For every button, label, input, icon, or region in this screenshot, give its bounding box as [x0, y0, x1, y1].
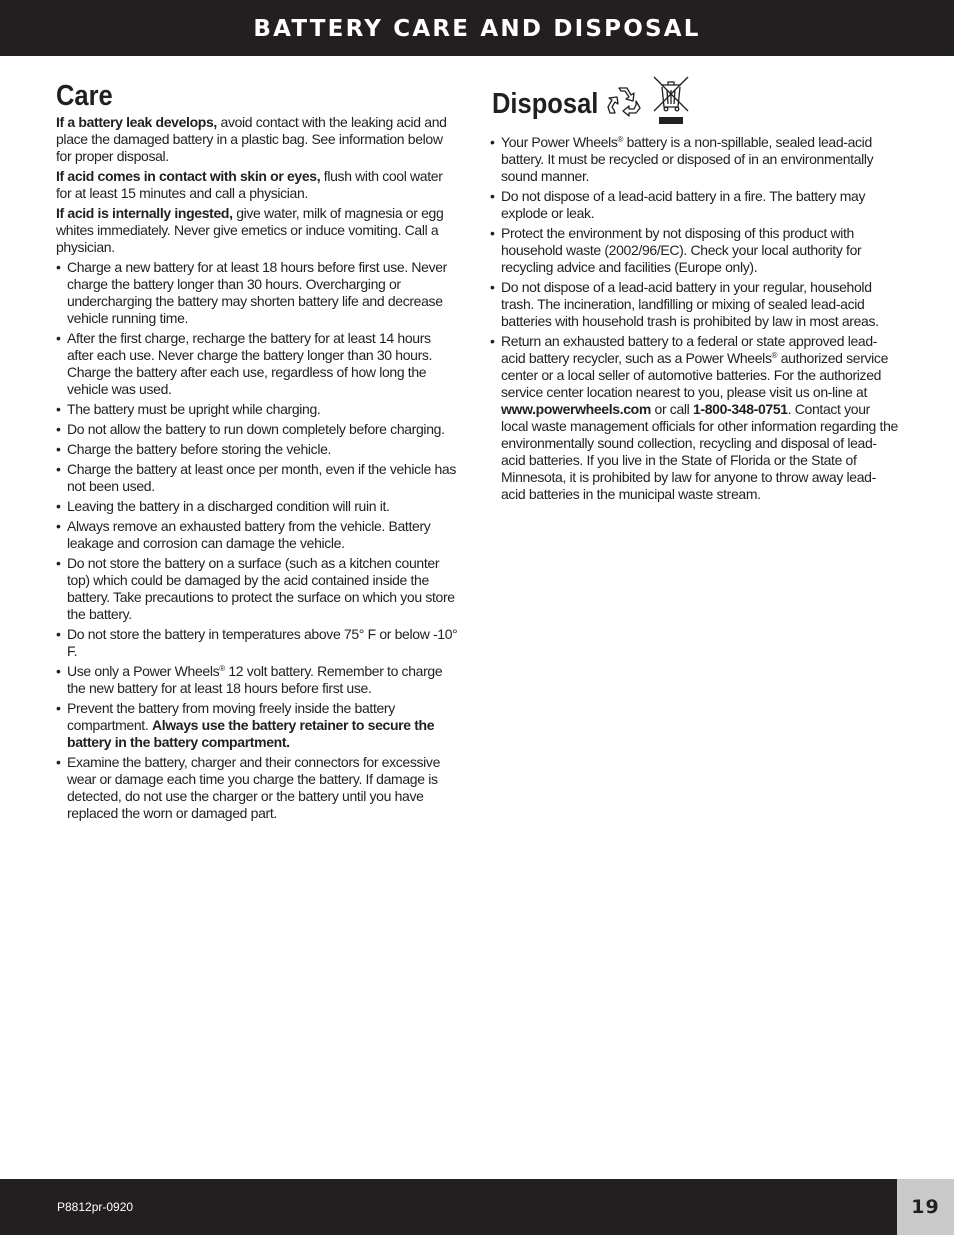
disposal-bullet-text: or call	[650, 401, 693, 417]
care-bullet-list	[56, 259, 460, 822]
care-bullet-text: Charge the battery before storing the vehicle.	[67, 441, 332, 457]
care-bullet-text: Do not allow the battery to run down completely before charging.	[67, 421, 445, 437]
registered-mark: ®	[771, 351, 778, 360]
care-bullet-text: Charge a new battery for at least 18 hours before first use. Never charge the battery longer than 30 hours. Overcharging or undercharging the battery may shorten battery life and decrease vehicle running time.	[67, 259, 447, 326]
care-bullet-bold: Always use the battery retainer to secure the battery in the battery compartment.	[67, 717, 435, 750]
disposal-bullet	[490, 134, 900, 185]
care-bullet-text: Leaving the battery in a discharged condition will ruin it.	[67, 498, 390, 514]
care-bullet	[56, 401, 460, 418]
page-header	[0, 0, 954, 56]
care-bullet-text: Always remove an exhausted battery from the vehicle. Battery leakage and corrosion can damage the vehicle.	[67, 518, 431, 551]
disposal-heading-row	[490, 76, 900, 120]
care-bullet	[56, 555, 460, 623]
care-bullet	[56, 441, 460, 458]
care-bullet-text: Prevent the battery from moving freely inside the battery compartment.	[67, 700, 395, 733]
disposal-title: Disposal	[492, 88, 599, 120]
care-bullet-text: Examine the battery, charger and their connectors for excessive wear or damage each time you charge the battery. If damage is detected, do not use the charger or the battery until you have replaced the worn or damaged part.	[67, 754, 440, 821]
care-intro-ingested	[56, 205, 460, 256]
care-bullet	[56, 754, 460, 822]
crossed-out-wheelie-bin-icon	[651, 75, 691, 125]
page-title: BATTERY CARE AND DISPOSAL	[253, 16, 701, 42]
page-number: 19	[911, 1196, 940, 1218]
care-bullet	[56, 259, 460, 327]
care-bullet	[56, 330, 460, 398]
phone-number[interactable]: 1-800-348-0751	[692, 401, 788, 417]
care-bullet	[56, 461, 460, 495]
care-intro-ingested-text: give water, milk of magnesia or egg whites immediately. Never give emetics or induce vomiting. Call a physician.	[56, 205, 444, 255]
disposal-bullet-list	[490, 134, 900, 503]
registered-mark: ®	[617, 135, 624, 144]
care-bullet	[56, 626, 460, 660]
care-intro-leak	[56, 114, 460, 165]
disposal-bullet-text: . Contact your local waste management officials for other information regarding the environmentally sound collection, recycling and disposal of lead-acid batteries. If you live in the State of Florida or the State of Minnesota, it is prohibited by law for anyone to throw away lead-acid batteries in the municipal waste stream.	[501, 401, 898, 502]
care-bullet	[56, 700, 460, 751]
care-bullet-text: Do not store the battery on a surface (such as a kitchen counter top) which could be damaged by the acid contained inside the battery. Take precautions to protect the surface on which you store the battery.	[67, 555, 455, 622]
care-intro-skin	[56, 168, 460, 202]
care-intro-ingested-bold: If acid is internally ingested,	[56, 205, 233, 221]
disposal-bullet-text: battery is a non-spillable, sealed lead-acid battery. It must be recycled or disposed of in an environmentally sound manner.	[501, 134, 874, 184]
care-bullet	[56, 498, 460, 515]
registered-mark: ®	[219, 664, 225, 673]
disposal-bullet-text: Return an exhausted battery to a federal or state approved lead-acid battery recycler, such as a Power Wheels	[501, 333, 878, 366]
care-bullet-text: The battery must be upright while charging.	[67, 401, 321, 417]
care-title: Care	[56, 80, 113, 112]
care-intro-leak-bold: If a battery leak develops,	[56, 114, 217, 130]
recycle-icon	[605, 84, 643, 118]
care-bullet-text: Use only a Power Wheels	[67, 663, 220, 679]
care-intro-leak-text: avoid contact with the leaking acid and place the damaged battery in a plastic bag. See information below for proper disposal.	[56, 114, 447, 164]
disposal-bullet-text: authorized service center or a local seller of automotive batteries. For the authorized service center location nearest to you, please visit us on-line at	[501, 350, 889, 400]
care-heading-row	[56, 76, 460, 112]
care-bullet-text: Charge the battery at least once per month, even if the vehicle has not been used.	[67, 461, 457, 494]
disposal-section	[490, 76, 900, 506]
care-bullet	[56, 518, 460, 552]
care-section	[56, 76, 460, 825]
disposal-bullet	[490, 279, 900, 330]
care-bullet-text: 12 volt battery. Remember to charge the new battery for at least 18 hours before first use.	[67, 663, 443, 696]
page-footer	[0, 1179, 897, 1235]
disposal-bullet-text: Your Power Wheels	[501, 134, 618, 150]
care-intro-skin-bold: If acid comes in contact with skin or eyes,	[56, 168, 321, 184]
care-bullet-text: After the first charge, recharge the battery for at least 14 hours after each use. Never charge the battery longer than 30 hours. Charge the battery after each use, regardless of how long the vehicle was used.	[67, 330, 433, 397]
care-intro-skin-text: flush with cool water for at least 15 minutes and call a physician.	[56, 168, 443, 201]
care-bullet-text: Do not store the battery in temperatures above 75° F or below -10° F.	[67, 626, 458, 659]
page-number-box	[897, 1179, 954, 1235]
care-bullet	[56, 421, 460, 438]
disposal-bullet-text: Do not dispose of a lead-acid battery in your regular, household trash. The incineration, landfilling or mixing of sealed lead-acid batteries with household trash is prohibited by law in most areas.	[501, 279, 879, 329]
disposal-bullet	[490, 225, 900, 276]
document-code: P8812pr-0920	[57, 1200, 134, 1214]
disposal-bullet	[490, 188, 900, 222]
disposal-bullet-text: Protect the environment by not disposing of this product with household waste (2002/96/EC). Check your local authority for recycling advice and facilities (Europe only).	[501, 225, 862, 275]
disposal-bullet-text: Do not dispose of a lead-acid battery in a fire. The battery may explode or leak.	[501, 188, 866, 221]
website-link[interactable]: www.powerwheels.com	[501, 401, 651, 417]
care-bullet	[56, 663, 460, 697]
disposal-bullet	[490, 333, 900, 503]
